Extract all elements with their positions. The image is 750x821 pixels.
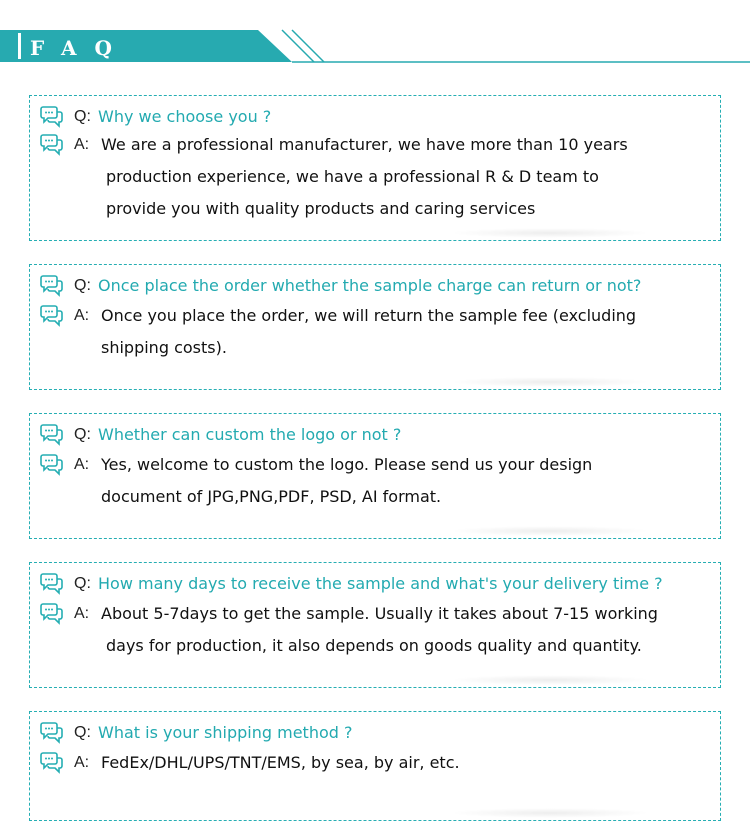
answer-text bbox=[101, 129, 628, 225]
decorative-shadow bbox=[450, 228, 650, 238]
answer-label: A: bbox=[74, 754, 90, 771]
chat-bubble-icon bbox=[40, 305, 64, 327]
answer-line: We are a professional manufacturer, we have more than 10 years bbox=[101, 135, 628, 154]
answer-line: Yes, welcome to custom the logo. Please send us your design bbox=[101, 455, 593, 474]
chat-bubble-icon bbox=[40, 454, 64, 476]
chat-bubble-icon bbox=[40, 424, 64, 446]
page-title: FAQ bbox=[30, 36, 130, 60]
decorative-shadow bbox=[450, 526, 650, 536]
decorative-shadow bbox=[450, 377, 650, 387]
answer-text bbox=[101, 598, 658, 662]
question-text: How many days to receive the sample and what's your delivery time ? bbox=[98, 574, 663, 593]
question-label: Q: bbox=[74, 426, 91, 443]
faq-item bbox=[29, 562, 721, 688]
answer-line: production experience, we have a professional R & D team to bbox=[106, 167, 599, 186]
faq-item bbox=[29, 413, 721, 539]
answer-text bbox=[101, 747, 460, 779]
answer-text bbox=[101, 300, 636, 364]
chat-bubble-icon bbox=[40, 106, 64, 128]
faq-item bbox=[29, 95, 721, 241]
chat-bubble-icon bbox=[40, 275, 64, 297]
decorative-shadow bbox=[450, 808, 650, 818]
answer-line: FedEx/DHL/UPS/TNT/EMS, by sea, by air, etc. bbox=[101, 753, 460, 772]
question-label: Q: bbox=[74, 108, 91, 125]
chat-bubble-icon bbox=[40, 603, 64, 625]
question-label: Q: bbox=[74, 575, 91, 592]
question-label: Q: bbox=[74, 277, 91, 294]
answer-line: shipping costs). bbox=[101, 338, 227, 357]
answer-line: days for production, it also depends on goods quality and quantity. bbox=[106, 636, 642, 655]
question-text: Whether can custom the logo or not ? bbox=[98, 425, 402, 444]
question-label: Q: bbox=[74, 724, 91, 741]
answer-line: provide you with quality products and caring services bbox=[106, 199, 536, 218]
chat-bubble-icon bbox=[40, 752, 64, 774]
decorative-shadow bbox=[450, 675, 650, 685]
answer-label: A: bbox=[74, 307, 90, 324]
chat-bubble-icon bbox=[40, 722, 64, 744]
answer-label: A: bbox=[74, 605, 90, 622]
answer-text bbox=[101, 449, 592, 513]
faq-item bbox=[29, 264, 721, 390]
answer-line: About 5-7days to get the sample. Usually it takes about 7-15 working bbox=[101, 604, 658, 623]
answer-label: A: bbox=[74, 136, 90, 153]
faq-header bbox=[0, 0, 750, 70]
answer-line: document of JPG,PNG,PDF, PSD, AI format. bbox=[101, 487, 442, 506]
chat-bubble-icon bbox=[40, 134, 64, 156]
answer-label: A: bbox=[74, 456, 90, 473]
question-text: Once place the order whether the sample charge can return or not? bbox=[98, 276, 642, 295]
question-text: Why we choose you ? bbox=[98, 107, 272, 126]
faq-item bbox=[29, 711, 721, 821]
answer-line: Once you place the order, we will return the sample fee (excluding bbox=[101, 306, 637, 325]
chat-bubble-icon bbox=[40, 573, 64, 595]
question-text: What is your shipping method ? bbox=[98, 723, 353, 742]
